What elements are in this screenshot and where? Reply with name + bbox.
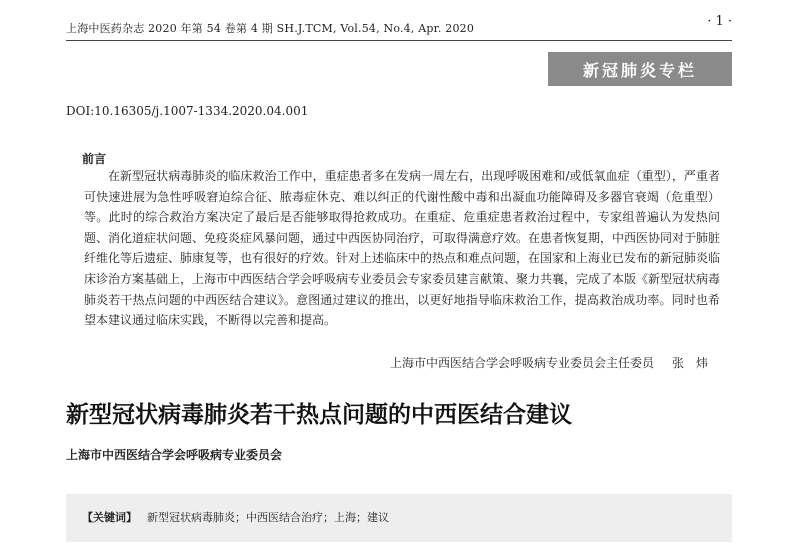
preface-body: 在新型冠状病毒肺炎的临床救治工作中，重症患者多在发病一周左右，出现呼吸困难和/或低氧血症（重型），严重者可快速进展为急性呼吸窘迫综合征、脓毒症休克、难以纠正的代谢性酸中毒和出凝血功能障碍及多器官衰竭（危重型）等。此时的综合救治方案决定了最后是否能够取得抢救成功。在重症、危重症患者救治过程中，专家组普遍认为发热问题、消化道症状问题、免疫炎症风暴问题，通过中西医协同治疗，可取得满意疗效。在患者恢复期，中西医协同对于肺脏纤维化等后遗症、肺康复等，也有很好的疗效。针对上述临床中的热点和难点问题，在国家和上海业已发布的新冠肺炎临床诊治方案基础上，上海市中西医结合学会呼吸病专业委员会专家委员建言献策、聚力共襄，完成了本版《新型冠状病毒肺炎若干热点问题的中西医结合建议》。意图通过建议的推出，以更好地指导临床救治工作，提高救治成功率。同时也希望本建议通过临床实践，不断得以完善和提高。 bbox=[84, 169, 721, 328]
column-banner: 新冠肺炎专栏 bbox=[548, 52, 732, 86]
keywords-label: 【关键词】 bbox=[82, 511, 137, 524]
author-organization: 上海市中西医结合学会呼吸病专业委员会 bbox=[66, 448, 283, 462]
page-number: · 1 · bbox=[707, 14, 732, 29]
keywords-line bbox=[82, 509, 389, 525]
doi: DOI:10.16305/j.1007-1334.2020.04.001 bbox=[66, 104, 309, 118]
signature-name: 张炜 bbox=[671, 356, 720, 370]
keywords-text: 新型冠状病毒肺炎；中西医结合治疗；上海；建议 bbox=[147, 511, 389, 524]
signature-role: 上海市中西医结合学会呼吸病专业委员会主任委员 bbox=[389, 356, 654, 370]
article-title: 新型冠状病毒肺炎若干热点问题的中西医结合建议 bbox=[66, 402, 572, 428]
header-divider bbox=[66, 40, 732, 41]
journal-header: 上海中医药杂志 2020 年第 54 卷第 4 期 SH.J.TCM, Vol.54, No.4, Apr. 2020 bbox=[66, 22, 475, 35]
preface-signature bbox=[390, 354, 720, 371]
preface-heading: 前言 bbox=[82, 152, 107, 166]
keywords-box bbox=[66, 494, 732, 542]
